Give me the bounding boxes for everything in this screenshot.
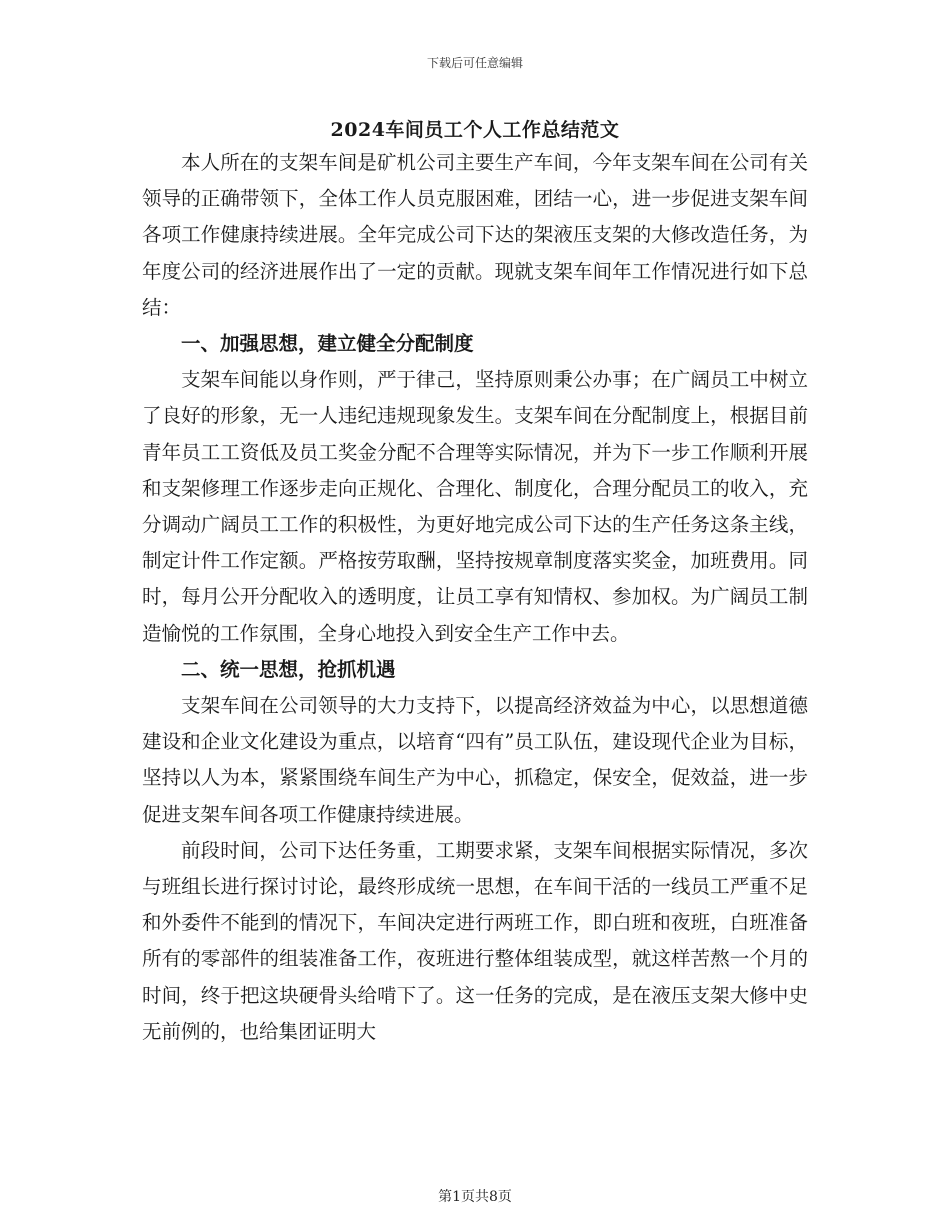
document-body xyxy=(142,145,808,1050)
section-2-paragraph-1: 支架车间在公司领导的大力支持下，以提高经济效益为中心，以思想道德建设和企业文化建设为重点，以培育“四有”员工队伍，建设现代企业为目标，坚持以人为本，紧紧围绕车间生产为中心，抓稳定，保安全，促效益，进一步促进支架车间各项工作健康持续进展。 xyxy=(142,694,808,826)
section-2-paragraph-2: 前段时间，公司下达任务重，工期要求紧，支架车间根据实际情况，多次与班组长进行探讨讨论，最终形成统一思想，在车间干活的一线员工严重不足和外委件不能到的情况下，车间决定进行两班工作，即白班和夜班，白班准备所有的零部件的组装准备工作，夜班进行整体组装成型，就这样苦熬一个月的时间，终于把这块硬骨头给啃下了。这一任务的完成，是在液压支架大修中史无前例的，也给集团证明大 xyxy=(142,838,808,1043)
header-note: 下载后可任意编辑 xyxy=(426,56,523,70)
document-title: 2024车间员工个人工作总结范文 xyxy=(330,119,620,141)
section-2-heading: 二、统一思想，抢抓机遇 xyxy=(181,657,396,681)
section-1-heading: 一、加强思想，建立健全分配制度 xyxy=(181,332,474,356)
intro-paragraph: 本人所在的支架车间是矿机公司主要生产车间，今年支架车间在公司有关领导的正确带领下，全体工作人员克服困难，团结一心，进一步促进支架车间各项工作健康持续进展。全年完成公司下达的架液压支架的大修改造任务，为年度公司的经济进展作出了一定的贡献。现就支架车间年工作情况进行如下总结： xyxy=(142,151,808,319)
page-number: 第1页共8页 xyxy=(438,1189,512,1205)
section-1-paragraph: 支架车间能以身作则，严于律己，坚持原则秉公办事；在广阔员工中树立了良好的形象，无一人违纪违规现象发生。支架车间在分配制度上，根据目前青年员工工资低及员工奖金分配不合理等实际情况，并为下一步工作顺利开展和支架修理工作逐步走向正规化、合理化、制度化，合理分配员工的收入，充分调动广阔员工工作的积极性，为更好地完成公司下达的生产任务这条主线，制定计件工作定额。严格按劳取酬，坚持按规章制度落实奖金，加班费用。同时，每月公开分配收入的透明度，让员工享有知情权、参加权。为广阔员工制造愉悦的工作氛围，全身心地投入到安全生产工作中去。 xyxy=(142,368,808,645)
